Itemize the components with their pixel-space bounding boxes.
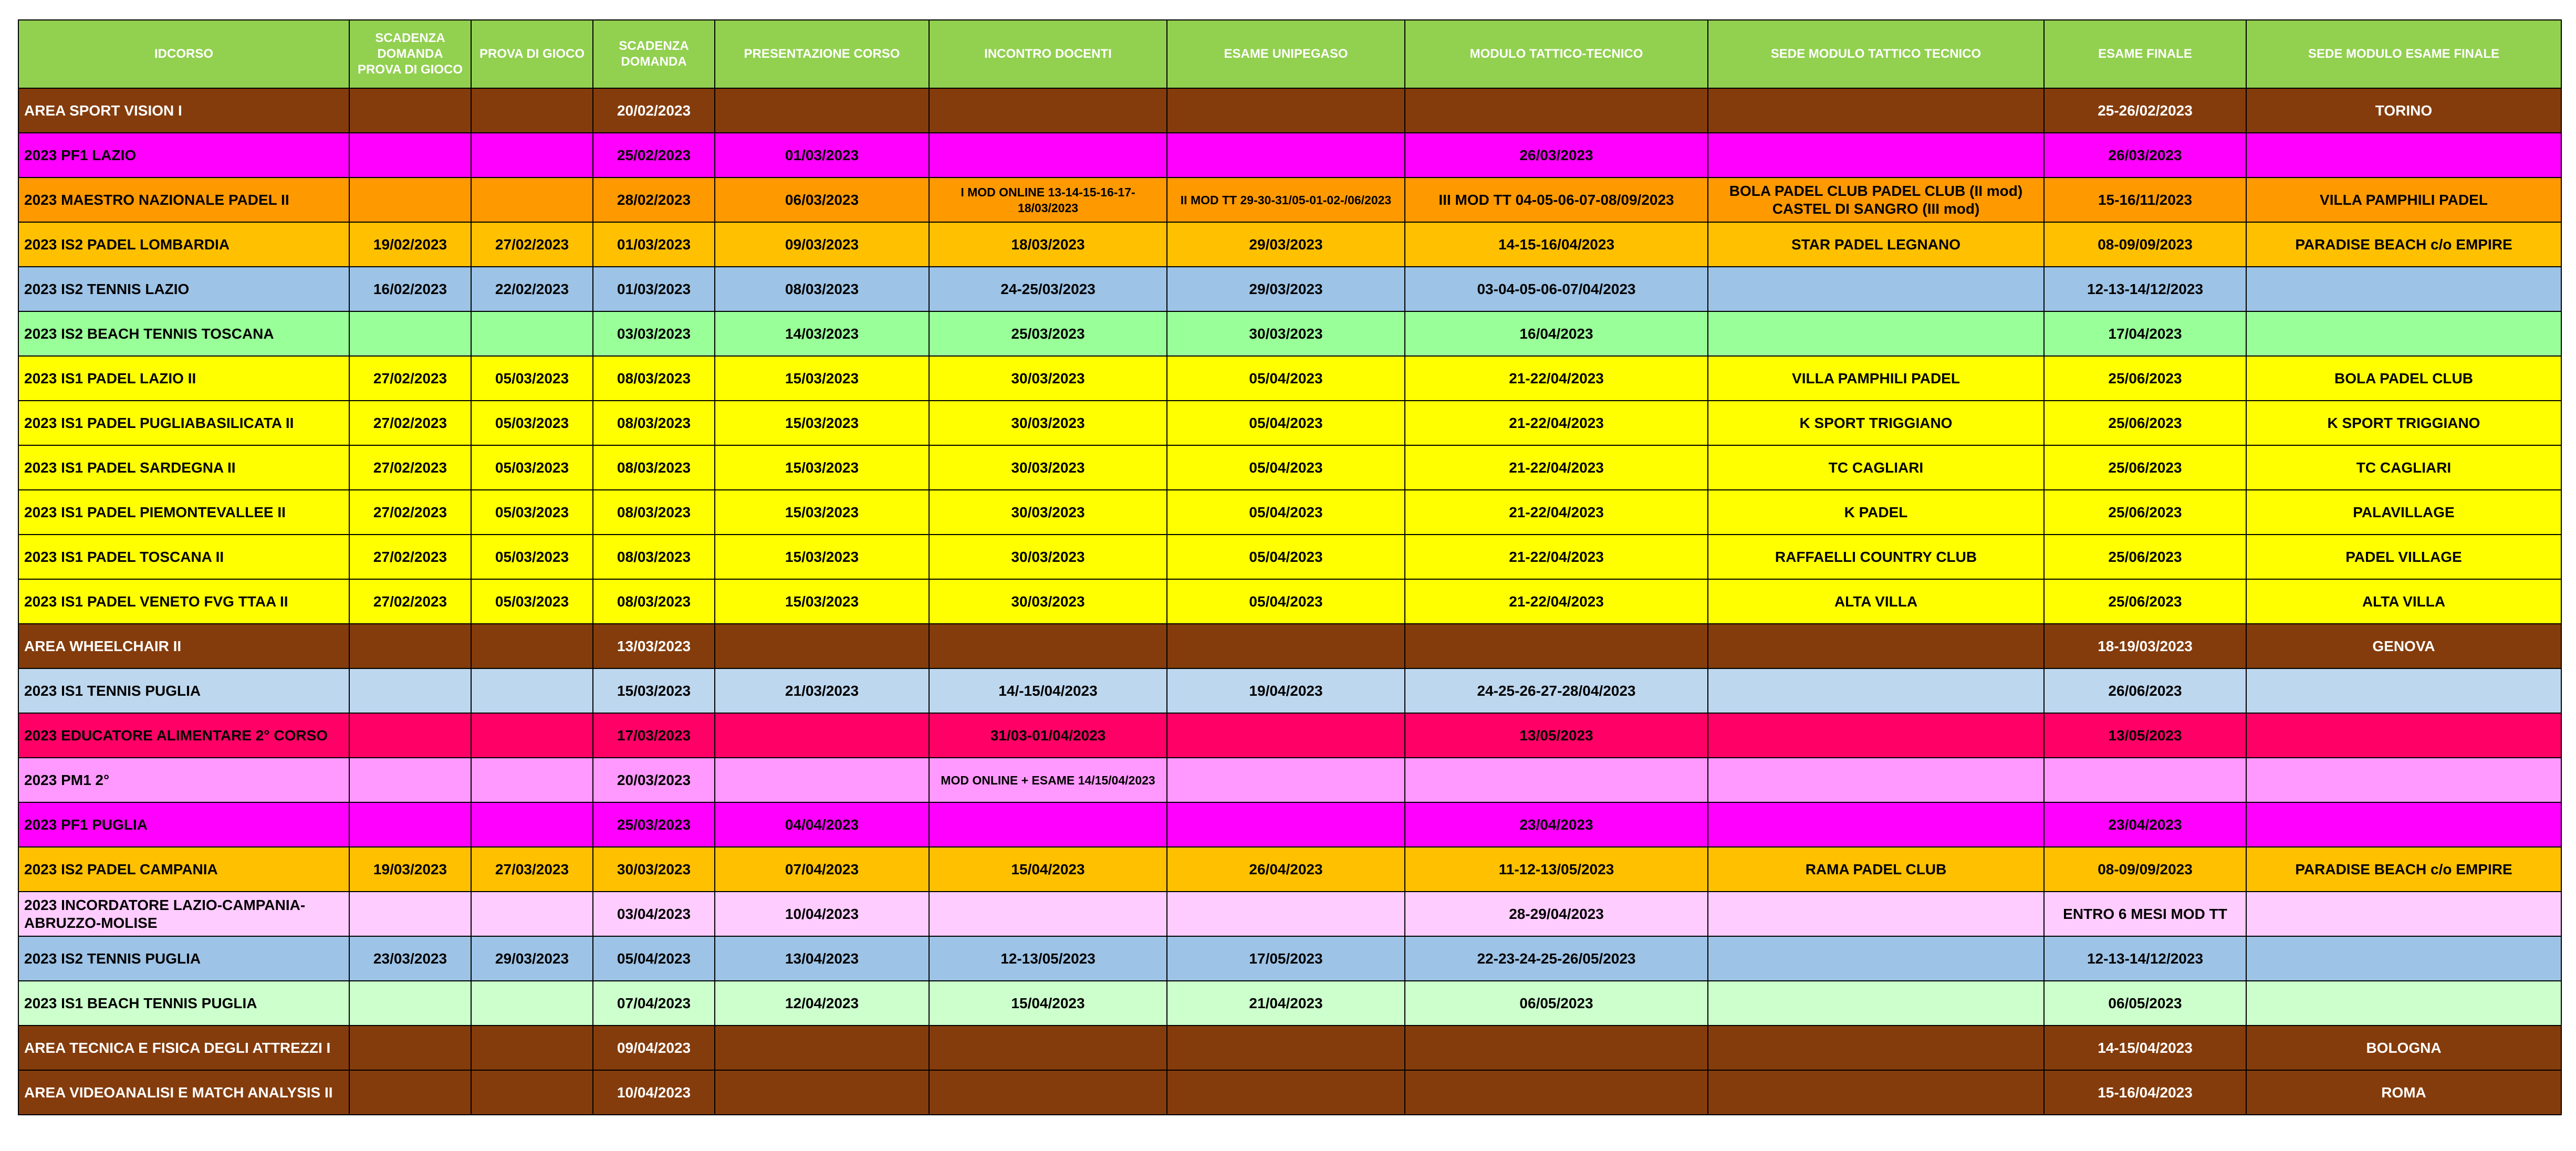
cell-prova-gioco[interactable] [471,802,593,847]
cell-sede-modulo-tt[interactable]: VILLA PAMPHILI PADEL [1708,356,2044,401]
cell-scadenza-prova[interactable] [349,981,471,1026]
cell-modulo-tt[interactable]: 24-25-26-27-28/04/2023 [1405,668,1708,713]
cell-sede-modulo-tt[interactable] [1708,758,2044,802]
cell-esame-finale[interactable]: 25/06/2023 [2044,401,2246,445]
cell-prova-gioco[interactable] [471,177,593,222]
cell-esame-unipegaso[interactable]: 26/04/2023 [1167,847,1405,892]
cell-prova-gioco[interactable] [471,892,593,936]
cell-esame-unipegaso[interactable]: 19/04/2023 [1167,668,1405,713]
cell-esame-finale[interactable]: 25/06/2023 [2044,579,2246,624]
table-row [18,222,2561,267]
table-row [18,802,2561,847]
cell-scadenza-prova[interactable] [349,624,471,668]
cell-modulo-tt[interactable]: 21-22/04/2023 [1405,445,1708,490]
table-row [18,847,2561,892]
col-header-modulo-tt[interactable]: MODULO TATTICO-TECNICO [1405,20,1708,88]
cell-esame-unipegaso[interactable] [1167,1070,1405,1115]
cell-sede-modulo-tt[interactable] [1708,892,2044,936]
cell-presentazione[interactable]: 07/04/2023 [715,847,929,892]
cell-scadenza-prova[interactable] [349,713,471,758]
cell-esame-finale[interactable]: 08-09/09/2023 [2044,222,2246,267]
table-row [18,936,2561,981]
cell-sede-modulo-tt[interactable]: RAFFAELLI COUNTRY CLUB [1708,535,2044,579]
cell-scadenza-prova[interactable]: 27/02/2023 [349,401,471,445]
cell-prova-gioco[interactable] [471,668,593,713]
cell-idcorso[interactable]: AREA WHEELCHAIR II [18,624,349,668]
cell-sede-esame-finale[interactable]: PARADISE BEACH c/o EMPIRE [2246,847,2561,892]
cell-modulo-tt[interactable]: 13/05/2023 [1405,713,1708,758]
cell-idcorso[interactable]: 2023 IS2 PADEL LOMBARDIA [18,222,349,267]
cell-sede-modulo-tt[interactable]: ALTA VILLA [1708,579,2044,624]
cell-scadenza-domanda[interactable]: 08/03/2023 [593,579,715,624]
cell-modulo-tt[interactable]: 21-22/04/2023 [1405,535,1708,579]
cell-scadenza-prova[interactable] [349,668,471,713]
cell-scadenza-prova[interactable] [349,802,471,847]
cell-scadenza-domanda[interactable]: 07/04/2023 [593,981,715,1026]
cell-prova-gioco[interactable]: 05/03/2023 [471,445,593,490]
cell-scadenza-prova[interactable]: 27/02/2023 [349,579,471,624]
cell-modulo-tt[interactable]: 14-15-16/04/2023 [1405,222,1708,267]
cell-incontro-docenti[interactable]: 30/03/2023 [929,579,1167,624]
cell-prova-gioco[interactable]: 05/03/2023 [471,401,593,445]
cell-scadenza-domanda[interactable]: 20/03/2023 [593,758,715,802]
cell-scadenza-prova[interactable]: 27/02/2023 [349,490,471,535]
cell-scadenza-prova[interactable] [349,892,471,936]
cell-presentazione[interactable]: 06/03/2023 [715,177,929,222]
cell-idcorso[interactable]: 2023 IS2 PADEL CAMPANIA [18,847,349,892]
cell-esame-finale[interactable]: 12-13-14/12/2023 [2044,267,2246,311]
cell-scadenza-prova[interactable]: 27/02/2023 [349,445,471,490]
cell-prova-gioco[interactable]: 29/03/2023 [471,936,593,981]
cell-presentazione[interactable]: 12/04/2023 [715,981,929,1026]
cell-sede-esame-finale[interactable]: BOLOGNA [2246,1026,2561,1070]
cell-scadenza-prova[interactable] [349,1070,471,1115]
cell-incontro-docenti[interactable] [929,1026,1167,1070]
cell-sede-esame-finale[interactable]: VILLA PAMPHILI PADEL [2246,177,2561,222]
cell-esame-unipegaso[interactable] [1167,1026,1405,1070]
cell-scadenza-domanda[interactable]: 25/03/2023 [593,802,715,847]
cell-modulo-tt[interactable] [1405,1070,1708,1115]
table-row [18,981,2561,1026]
cell-incontro-docenti[interactable] [929,624,1167,668]
cell-idcorso[interactable]: AREA SPORT VISION I [18,88,349,133]
col-header-incontro-docenti[interactable]: INCONTRO DOCENTI [929,20,1167,88]
cell-esame-unipegaso[interactable]: 05/04/2023 [1167,579,1405,624]
cell-scadenza-domanda[interactable]: 01/03/2023 [593,267,715,311]
cell-presentazione[interactable]: 08/03/2023 [715,267,929,311]
cell-scadenza-prova[interactable]: 27/02/2023 [349,356,471,401]
cell-idcorso[interactable]: AREA VIDEOANALISI E MATCH ANALYSIS II [18,1070,349,1115]
cell-incontro-docenti[interactable]: 30/03/2023 [929,490,1167,535]
cell-idcorso[interactable]: 2023 PF1 PUGLIA [18,802,349,847]
table-row [18,579,2561,624]
cell-esame-finale[interactable]: 17/04/2023 [2044,311,2246,356]
cell-sede-modulo-tt[interactable] [1708,624,2044,668]
table-row [18,535,2561,579]
cell-sede-esame-finale[interactable]: TC CAGLIARI [2246,445,2561,490]
cell-incontro-docenti[interactable]: I MOD ONLINE 13-14-15-16-17-18/03/2023 [929,177,1167,222]
cell-esame-unipegaso[interactable]: 05/04/2023 [1167,535,1405,579]
table-row [18,668,2561,713]
cell-idcorso[interactable]: 2023 PM1 2° [18,758,349,802]
cell-esame-unipegaso[interactable]: II MOD TT 29-30-31/05-01-02-/06/2023 [1167,177,1405,222]
cell-esame-finale[interactable]: 25/06/2023 [2044,535,2246,579]
cell-scadenza-domanda[interactable]: 03/03/2023 [593,311,715,356]
cell-sede-modulo-tt[interactable]: K SPORT TRIGGIANO [1708,401,2044,445]
table-row [18,713,2561,758]
cell-scadenza-domanda[interactable]: 08/03/2023 [593,445,715,490]
table-row [18,401,2561,445]
cell-presentazione[interactable]: 15/03/2023 [715,490,929,535]
cell-sede-esame-finale[interactable] [2246,267,2561,311]
table-row [18,267,2561,311]
cell-esame-finale[interactable]: 25/06/2023 [2044,445,2246,490]
cell-scadenza-prova[interactable] [349,1026,471,1070]
cell-sede-esame-finale[interactable] [2246,758,2561,802]
cell-presentazione[interactable]: 15/03/2023 [715,535,929,579]
cell-scadenza-prova[interactable]: 19/03/2023 [349,847,471,892]
cell-prova-gioco[interactable] [471,758,593,802]
cell-incontro-docenti[interactable] [929,133,1167,177]
cell-scadenza-prova[interactable]: 27/02/2023 [349,535,471,579]
cell-esame-unipegaso[interactable] [1167,802,1405,847]
table-row [18,1026,2561,1070]
cell-scadenza-domanda[interactable]: 08/03/2023 [593,401,715,445]
course-schedule-sheet [18,19,2561,1115]
cell-esame-unipegaso[interactable] [1167,624,1405,668]
cell-scadenza-domanda[interactable]: 10/04/2023 [593,1070,715,1115]
cell-modulo-tt[interactable]: 21-22/04/2023 [1405,490,1708,535]
cell-incontro-docenti[interactable]: 25/03/2023 [929,311,1167,356]
cell-incontro-docenti[interactable] [929,88,1167,133]
cell-scadenza-prova[interactable] [349,311,471,356]
cell-sede-esame-finale[interactable] [2246,981,2561,1026]
cell-esame-unipegaso[interactable]: 17/05/2023 [1167,936,1405,981]
cell-idcorso[interactable]: 2023 IS1 PADEL SARDEGNA II [18,445,349,490]
cell-esame-unipegaso[interactable]: 05/04/2023 [1167,401,1405,445]
cell-modulo-tt[interactable]: 22-23-24-25-26/05/2023 [1405,936,1708,981]
cell-incontro-docenti[interactable]: 31/03-01/04/2023 [929,713,1167,758]
cell-presentazione[interactable]: 14/03/2023 [715,311,929,356]
cell-prova-gioco[interactable]: 05/03/2023 [471,356,593,401]
cell-incontro-docenti[interactable]: 18/03/2023 [929,222,1167,267]
cell-sede-modulo-tt[interactable] [1708,311,2044,356]
cell-incontro-docenti[interactable] [929,802,1167,847]
cell-incontro-docenti[interactable]: 30/03/2023 [929,535,1167,579]
cell-sede-modulo-tt[interactable]: RAMA PADEL CLUB [1708,847,2044,892]
cell-sede-esame-finale[interactable] [2246,668,2561,713]
table-row [18,311,2561,356]
cell-sede-esame-finale[interactable]: GENOVA [2246,624,2561,668]
cell-incontro-docenti[interactable]: 14/-15/04/2023 [929,668,1167,713]
table-row [18,133,2561,177]
cell-sede-esame-finale[interactable] [2246,133,2561,177]
cell-prova-gioco[interactable]: 05/03/2023 [471,490,593,535]
cell-sede-modulo-tt[interactable] [1708,133,2044,177]
table-row [18,356,2561,401]
cell-modulo-tt[interactable]: 11-12-13/05/2023 [1405,847,1708,892]
col-header-idcorso[interactable]: IDCORSO [18,20,349,88]
cell-sede-esame-finale[interactable]: PALAVILLAGE [2246,490,2561,535]
cell-prova-gioco[interactable] [471,1026,593,1070]
cell-sede-esame-finale[interactable]: PADEL VILLAGE [2246,535,2561,579]
cell-sede-modulo-tt[interactable] [1708,267,2044,311]
cell-scadenza-domanda[interactable]: 03/04/2023 [593,892,715,936]
cell-esame-unipegaso[interactable]: 29/03/2023 [1167,267,1405,311]
header-row [18,20,2561,88]
cell-modulo-tt[interactable] [1405,624,1708,668]
cell-modulo-tt[interactable]: 16/04/2023 [1405,311,1708,356]
cell-presentazione[interactable]: 15/03/2023 [715,579,929,624]
cell-esame-unipegaso[interactable]: 05/04/2023 [1167,356,1405,401]
cell-scadenza-prova[interactable]: 16/02/2023 [349,267,471,311]
col-header-scadenza-prova[interactable]: SCADENZA DOMANDA PROVA DI GIOCO [349,20,471,88]
cell-idcorso[interactable]: 2023 IS1 BEACH TENNIS PUGLIA [18,981,349,1026]
cell-prova-gioco[interactable] [471,713,593,758]
cell-modulo-tt[interactable]: 21-22/04/2023 [1405,356,1708,401]
cell-scadenza-domanda[interactable]: 08/03/2023 [593,356,715,401]
cell-esame-finale[interactable]: 23/04/2023 [2044,802,2246,847]
cell-idcorso[interactable]: 2023 IS1 PADEL LAZIO II [18,356,349,401]
cell-sede-modulo-tt[interactable] [1708,802,2044,847]
cell-presentazione[interactable]: 09/03/2023 [715,222,929,267]
cell-sede-esame-finale[interactable] [2246,936,2561,981]
cell-scadenza-prova[interactable]: 19/02/2023 [349,222,471,267]
cell-sede-modulo-tt[interactable] [1708,1070,2044,1115]
cell-idcorso[interactable]: 2023 IS1 TENNIS PUGLIA [18,668,349,713]
cell-scadenza-prova[interactable] [349,88,471,133]
cell-scadenza-domanda[interactable]: 30/03/2023 [593,847,715,892]
cell-esame-unipegaso[interactable] [1167,713,1405,758]
cell-incontro-docenti[interactable]: 24-25/03/2023 [929,267,1167,311]
cell-incontro-docenti[interactable]: MOD ONLINE + ESAME 14/15/04/2023 [929,758,1167,802]
cell-presentazione[interactable] [715,1070,929,1115]
cell-esame-finale[interactable]: 25/06/2023 [2044,490,2246,535]
cell-scadenza-prova[interactable] [349,133,471,177]
cell-sede-esame-finale[interactable] [2246,311,2561,356]
cell-esame-finale[interactable]: 15-16/11/2023 [2044,177,2246,222]
col-header-prova-gioco[interactable]: PROVA DI GIOCO [471,20,593,88]
col-header-esame-finale[interactable]: ESAME FINALE [2044,20,2246,88]
cell-incontro-docenti[interactable]: 15/04/2023 [929,981,1167,1026]
cell-incontro-docenti[interactable]: 30/03/2023 [929,356,1167,401]
table-row [18,624,2561,668]
cell-sede-esame-finale[interactable] [2246,713,2561,758]
cell-presentazione[interactable]: 21/03/2023 [715,668,929,713]
cell-idcorso[interactable]: 2023 IS1 PADEL PUGLIABASILICATA II [18,401,349,445]
cell-esame-unipegaso[interactable]: 21/04/2023 [1167,981,1405,1026]
cell-prova-gioco[interactable]: 05/03/2023 [471,579,593,624]
cell-sede-modulo-tt[interactable]: TC CAGLIARI [1708,445,2044,490]
cell-sede-modulo-tt[interactable] [1708,88,2044,133]
cell-esame-unipegaso[interactable]: 30/03/2023 [1167,311,1405,356]
cell-sede-modulo-tt[interactable] [1708,936,2044,981]
cell-esame-unipegaso[interactable]: 05/04/2023 [1167,445,1405,490]
cell-esame-unipegaso[interactable] [1167,758,1405,802]
cell-presentazione[interactable] [715,1026,929,1070]
cell-esame-finale[interactable]: 26/06/2023 [2044,668,2246,713]
cell-scadenza-prova[interactable] [349,758,471,802]
cell-prova-gioco[interactable] [471,88,593,133]
table-row [18,88,2561,133]
cell-modulo-tt[interactable] [1405,758,1708,802]
cell-esame-unipegaso[interactable] [1167,133,1405,177]
cell-modulo-tt[interactable] [1405,88,1708,133]
table-row [18,758,2561,802]
cell-presentazione[interactable]: 10/04/2023 [715,892,929,936]
cell-sede-esame-finale[interactable]: ALTA VILLA [2246,579,2561,624]
cell-presentazione[interactable] [715,758,929,802]
cell-prova-gioco[interactable]: 27/03/2023 [471,847,593,892]
cell-idcorso[interactable]: 2023 IS2 BEACH TENNIS TOSCANA [18,311,349,356]
cell-modulo-tt[interactable]: 26/03/2023 [1405,133,1708,177]
cell-esame-finale[interactable]: 25/06/2023 [2044,356,2246,401]
cell-scadenza-domanda[interactable]: 17/03/2023 [593,713,715,758]
cell-sede-esame-finale[interactable]: ROMA [2246,1070,2561,1115]
cell-modulo-tt[interactable] [1405,1026,1708,1070]
table-row [18,1070,2561,1115]
cell-incontro-docenti[interactable]: 30/03/2023 [929,445,1167,490]
cell-modulo-tt[interactable]: 28-29/04/2023 [1405,892,1708,936]
cell-scadenza-domanda[interactable]: 05/04/2023 [593,936,715,981]
cell-prova-gioco[interactable] [471,1070,593,1115]
cell-esame-finale[interactable]: 15-16/04/2023 [2044,1070,2246,1115]
cell-esame-unipegaso[interactable]: 29/03/2023 [1167,222,1405,267]
cell-modulo-tt[interactable]: 23/04/2023 [1405,802,1708,847]
cell-sede-modulo-tt[interactable] [1708,981,2044,1026]
table-row [18,177,2561,222]
cell-sede-modulo-tt[interactable] [1708,668,2044,713]
cell-scadenza-domanda[interactable]: 20/02/2023 [593,88,715,133]
cell-incontro-docenti[interactable]: 12-13/05/2023 [929,936,1167,981]
cell-scadenza-domanda[interactable]: 28/02/2023 [593,177,715,222]
table-body [18,88,2561,1115]
cell-esame-finale[interactable]: 12-13-14/12/2023 [2044,936,2246,981]
cell-scadenza-domanda[interactable]: 08/03/2023 [593,490,715,535]
cell-sede-modulo-tt[interactable] [1708,713,2044,758]
cell-sede-modulo-tt[interactable]: K PADEL [1708,490,2044,535]
cell-scadenza-domanda[interactable]: 25/02/2023 [593,133,715,177]
cell-idcorso[interactable]: 2023 EDUCATORE ALIMENTARE 2° CORSO [18,713,349,758]
cell-presentazione[interactable]: 15/03/2023 [715,445,929,490]
cell-presentazione[interactable] [715,88,929,133]
cell-esame-finale[interactable]: 08-09/09/2023 [2044,847,2246,892]
cell-esame-finale[interactable] [2044,758,2246,802]
col-header-presentazione[interactable]: PRESENTAZIONE CORSO [715,20,929,88]
cell-incontro-docenti[interactable]: 15/04/2023 [929,847,1167,892]
cell-idcorso[interactable]: 2023 IS1 PADEL PIEMONTEVALLEE II [18,490,349,535]
col-header-sede-esame-finale[interactable]: SEDE MODULO ESAME FINALE [2246,20,2561,88]
cell-idcorso[interactable]: 2023 IS2 TENNIS LAZIO [18,267,349,311]
cell-esame-unipegaso[interactable]: 05/04/2023 [1167,490,1405,535]
cell-sede-modulo-tt[interactable]: STAR PADEL LEGNANO [1708,222,2044,267]
cell-prova-gioco[interactable] [471,133,593,177]
cell-modulo-tt[interactable]: 06/05/2023 [1405,981,1708,1026]
cell-sede-modulo-tt[interactable] [1708,1026,2044,1070]
table-row [18,445,2561,490]
cell-idcorso[interactable]: AREA TECNICA E FISICA DEGLI ATTREZZI I [18,1026,349,1070]
cell-esame-finale[interactable]: 13/05/2023 [2044,713,2246,758]
cell-incontro-docenti[interactable]: 30/03/2023 [929,401,1167,445]
cell-scadenza-prova[interactable]: 23/03/2023 [349,936,471,981]
cell-scadenza-domanda[interactable]: 01/03/2023 [593,222,715,267]
cell-modulo-tt[interactable]: 21-22/04/2023 [1405,579,1708,624]
table-row [18,490,2561,535]
cell-esame-finale[interactable]: 26/03/2023 [2044,133,2246,177]
cell-sede-esame-finale[interactable]: TORINO [2246,88,2561,133]
cell-esame-finale[interactable]: 14-15/04/2023 [2044,1026,2246,1070]
cell-presentazione[interactable]: 15/03/2023 [715,356,929,401]
cell-sede-esame-finale[interactable]: BOLA PADEL CLUB [2246,356,2561,401]
cell-incontro-docenti[interactable] [929,1070,1167,1115]
cell-scadenza-prova[interactable] [349,177,471,222]
cell-sede-modulo-tt[interactable]: BOLA PADEL CLUB PADEL CLUB (II mod) CASTEL DI SANGRO (III mod) [1708,177,2044,222]
cell-prova-gioco[interactable]: 27/02/2023 [471,222,593,267]
cell-prova-gioco[interactable] [471,981,593,1026]
cell-presentazione[interactable]: 04/04/2023 [715,802,929,847]
cell-idcorso[interactable]: 2023 PF1 LAZIO [18,133,349,177]
cell-modulo-tt[interactable]: 03-04-05-06-07/04/2023 [1405,267,1708,311]
cell-presentazione[interactable] [715,624,929,668]
cell-idcorso[interactable]: 2023 MAESTRO NAZIONALE PADEL II [18,177,349,222]
cell-presentazione[interactable]: 15/03/2023 [715,401,929,445]
table-row [18,892,2561,936]
cell-esame-finale[interactable]: 18-19/03/2023 [2044,624,2246,668]
cell-incontro-docenti[interactable] [929,892,1167,936]
cell-scadenza-domanda[interactable]: 08/03/2023 [593,535,715,579]
col-header-sede-modulo-tt[interactable]: SEDE MODULO TATTICO TECNICO [1708,20,2044,88]
cell-idcorso[interactable]: 2023 IS1 PADEL VENETO FVG TTAA II [18,579,349,624]
cell-idcorso[interactable]: 2023 IS2 TENNIS PUGLIA [18,936,349,981]
cell-prova-gioco[interactable] [471,311,593,356]
cell-esame-unipegaso[interactable] [1167,88,1405,133]
cell-prova-gioco[interactable]: 22/02/2023 [471,267,593,311]
cell-esame-finale[interactable]: 25-26/02/2023 [2044,88,2246,133]
col-header-esame-unipegaso[interactable]: ESAME UNIPEGASO [1167,20,1405,88]
cell-idcorso[interactable]: 2023 IS1 PADEL TOSCANA II [18,535,349,579]
cell-modulo-tt[interactable]: III MOD TT 04-05-06-07-08/09/2023 [1405,177,1708,222]
cell-presentazione[interactable] [715,713,929,758]
cell-scadenza-domanda[interactable]: 13/03/2023 [593,624,715,668]
cell-presentazione[interactable]: 13/04/2023 [715,936,929,981]
cell-esame-finale[interactable]: ENTRO 6 MESI MOD TT [2044,892,2246,936]
cell-esame-unipegaso[interactable] [1167,892,1405,936]
cell-scadenza-domanda[interactable]: 09/04/2023 [593,1026,715,1070]
cell-presentazione[interactable]: 01/03/2023 [715,133,929,177]
cell-modulo-tt[interactable]: 21-22/04/2023 [1405,401,1708,445]
cell-prova-gioco[interactable] [471,624,593,668]
cell-sede-esame-finale[interactable] [2246,802,2561,847]
cell-scadenza-domanda[interactable]: 15/03/2023 [593,668,715,713]
cell-sede-esame-finale[interactable]: PARADISE BEACH c/o EMPIRE [2246,222,2561,267]
col-header-scadenza-domanda[interactable]: SCADENZA DOMANDA [593,20,715,88]
cell-esame-finale[interactable]: 06/05/2023 [2044,981,2246,1026]
cell-sede-esame-finale[interactable] [2246,892,2561,936]
course-schedule-table [18,19,2562,1115]
cell-sede-esame-finale[interactable]: K SPORT TRIGGIANO [2246,401,2561,445]
cell-prova-gioco[interactable]: 05/03/2023 [471,535,593,579]
cell-idcorso[interactable]: 2023 INCORDATORE LAZIO-CAMPANIA-ABRUZZO-MOLISE [18,892,349,936]
